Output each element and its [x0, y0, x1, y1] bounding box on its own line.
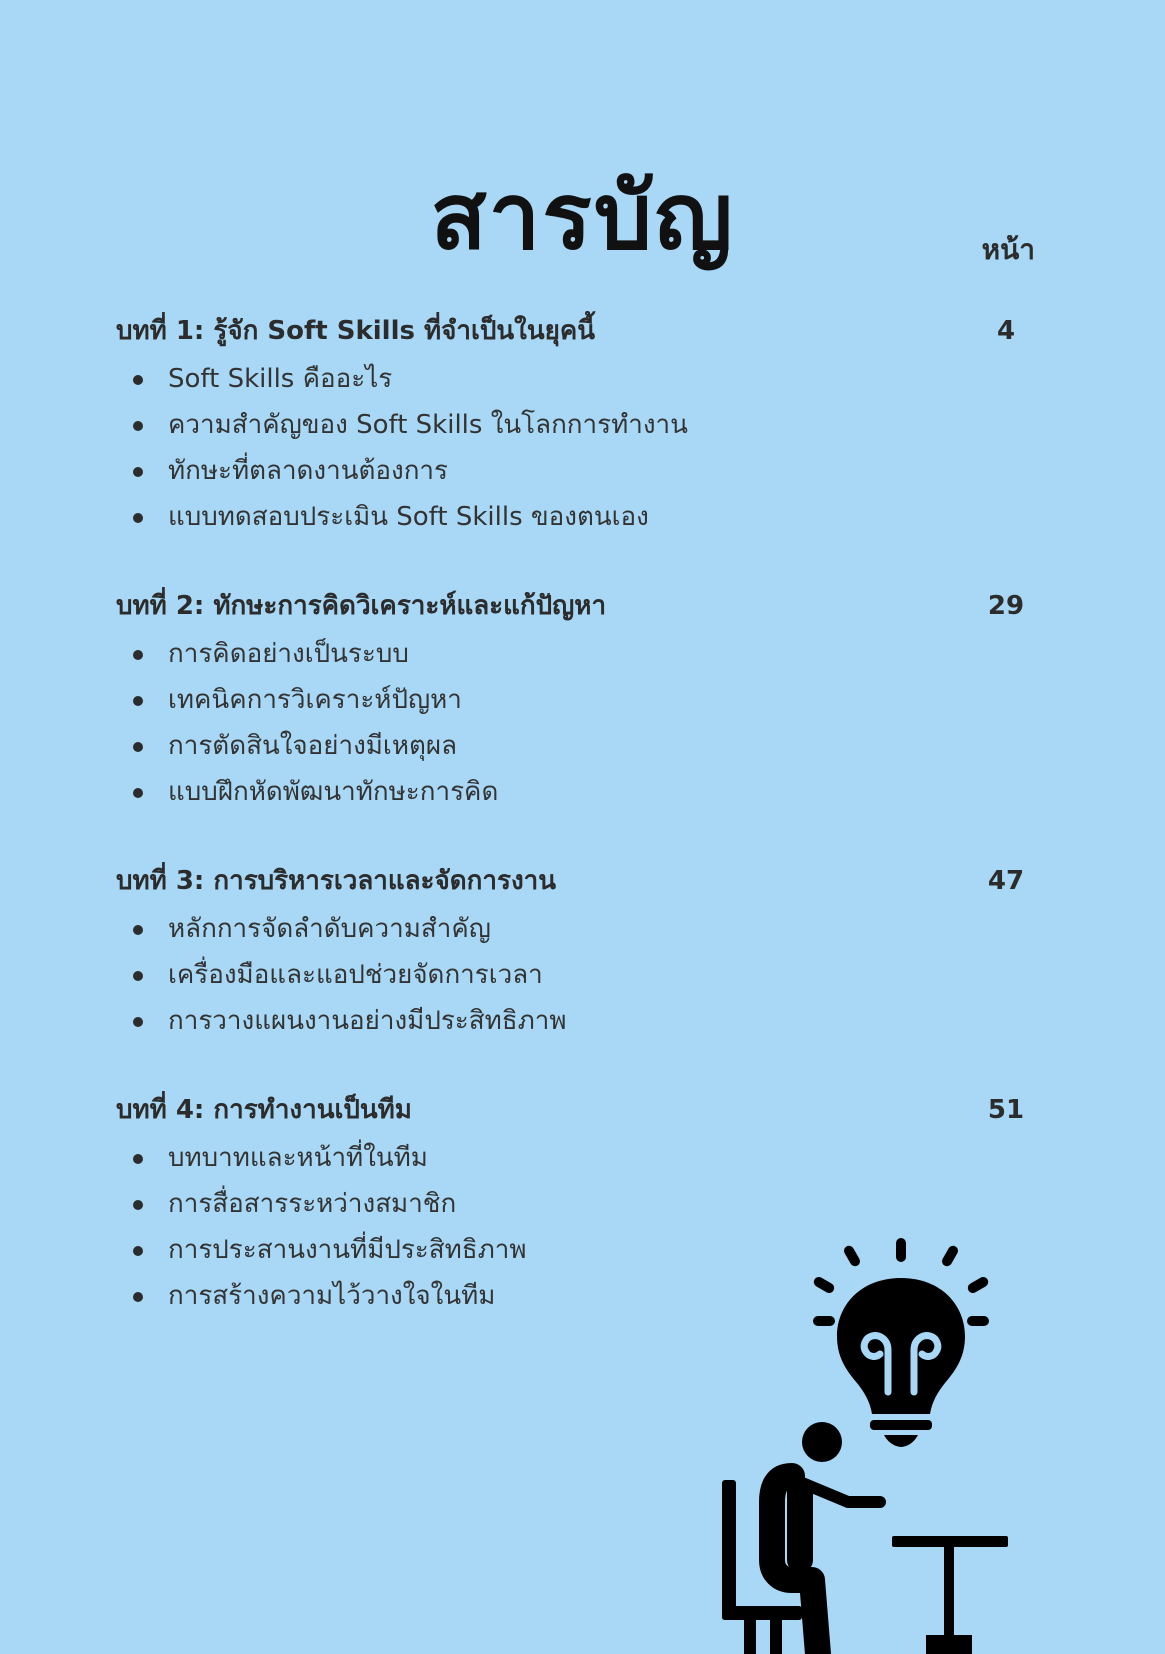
topic-label: เทคนิคการวิเคราะห์ปัญหา	[168, 685, 462, 715]
bullet-icon	[133, 375, 143, 385]
chapter-heading-row	[116, 1091, 1036, 1129]
desk-icon	[892, 1536, 1008, 1654]
bullet-icon	[133, 1154, 143, 1164]
bullet-icon	[133, 650, 143, 660]
topic-label: ทักษะที่ตลาดงานต้องการ	[168, 456, 448, 486]
chapter-title: บทที่ 1: รู้จัก Soft Skills ที่จำเป็นในยุคนี้	[116, 316, 596, 346]
bullet-icon	[133, 513, 143, 523]
page-title: สารบัญ	[430, 161, 735, 270]
chapter-page-number: 47	[987, 866, 1025, 896]
topic-item	[116, 952, 1036, 998]
page-number-column-header: หน้า	[981, 233, 1035, 266]
topic-label: การตัดสินใจอย่างมีเหตุผล	[168, 731, 458, 761]
topic-label: หลักการจัดลำดับความสำคัญ	[168, 914, 491, 944]
topic-label: การประสานงานที่มีประสิทธิภาพ	[168, 1235, 527, 1265]
topic-item	[116, 998, 1036, 1044]
chapter-title: บทที่ 2: ทักษะการคิดวิเคราะห์และแก้ปัญหา	[116, 591, 607, 621]
topic-label: การสื่อสารระหว่างสมาชิก	[168, 1189, 457, 1219]
chapter-3	[116, 862, 1036, 1044]
chapter-page-number: 51	[987, 1095, 1025, 1125]
topic-item	[116, 356, 1036, 402]
topic-label: การสร้างความไว้วางใจในทีม	[168, 1281, 496, 1311]
bullet-icon	[133, 421, 143, 431]
chapter-page-number: 29	[987, 591, 1025, 621]
topic-label: บทบาทและหน้าที่ในทีม	[168, 1143, 428, 1173]
person-at-desk-with-lightbulb-icon	[700, 1230, 1030, 1654]
bullet-icon	[133, 788, 143, 798]
chapter-1	[116, 312, 1036, 540]
topic-item	[116, 448, 1036, 494]
topic-label: แบบทดสอบประเมิน Soft Skills ของตนเอง	[168, 502, 649, 532]
topic-label: Soft Skills คืออะไร	[168, 364, 393, 394]
topic-item	[116, 1135, 1036, 1181]
topic-list	[116, 356, 1036, 540]
bullet-icon	[133, 742, 143, 752]
topic-label: แบบฝึกหัดพัฒนาทักษะการคิด	[168, 777, 499, 807]
topic-item	[116, 1181, 1036, 1227]
topic-item	[116, 769, 1036, 815]
chapter-heading-row	[116, 587, 1036, 625]
person-head-icon	[802, 1422, 842, 1462]
topic-item	[116, 677, 1036, 723]
topic-item	[116, 631, 1036, 677]
topic-item	[116, 494, 1036, 540]
bullet-icon	[133, 925, 143, 935]
topic-label: เครื่องมือและแอปช่วยจัดการเวลา	[168, 960, 543, 990]
bullet-icon	[133, 1292, 143, 1302]
bullet-icon	[133, 1200, 143, 1210]
chapter-heading-row	[116, 312, 1036, 350]
person-body-icon	[772, 1476, 880, 1654]
topic-item	[116, 906, 1036, 952]
topic-list	[116, 906, 1036, 1044]
chapter-title: บทที่ 4: การทำงานเป็นทีม	[116, 1095, 412, 1125]
topic-list	[116, 631, 1036, 815]
bullet-icon	[133, 1246, 143, 1256]
chapter-2	[116, 587, 1036, 815]
chapter-title: บทที่ 3: การบริหารเวลาและจัดการงาน	[116, 866, 557, 896]
topic-label: การวางแผนงานอย่างมีประสิทธิภาพ	[168, 1006, 567, 1036]
chapter-page-number: 4	[996, 316, 1016, 346]
topic-label: การคิดอย่างเป็นระบบ	[168, 639, 409, 669]
chapter-heading-row	[116, 862, 1036, 900]
topic-label: ความสำคัญของ Soft Skills ในโลกการทำงาน	[168, 410, 688, 440]
bullet-icon	[133, 467, 143, 477]
bullet-icon	[133, 1017, 143, 1027]
lightbulb-icon	[837, 1278, 965, 1447]
topic-item	[116, 723, 1036, 769]
bullet-icon	[133, 696, 143, 706]
bullet-icon	[133, 971, 143, 981]
topic-item	[116, 402, 1036, 448]
